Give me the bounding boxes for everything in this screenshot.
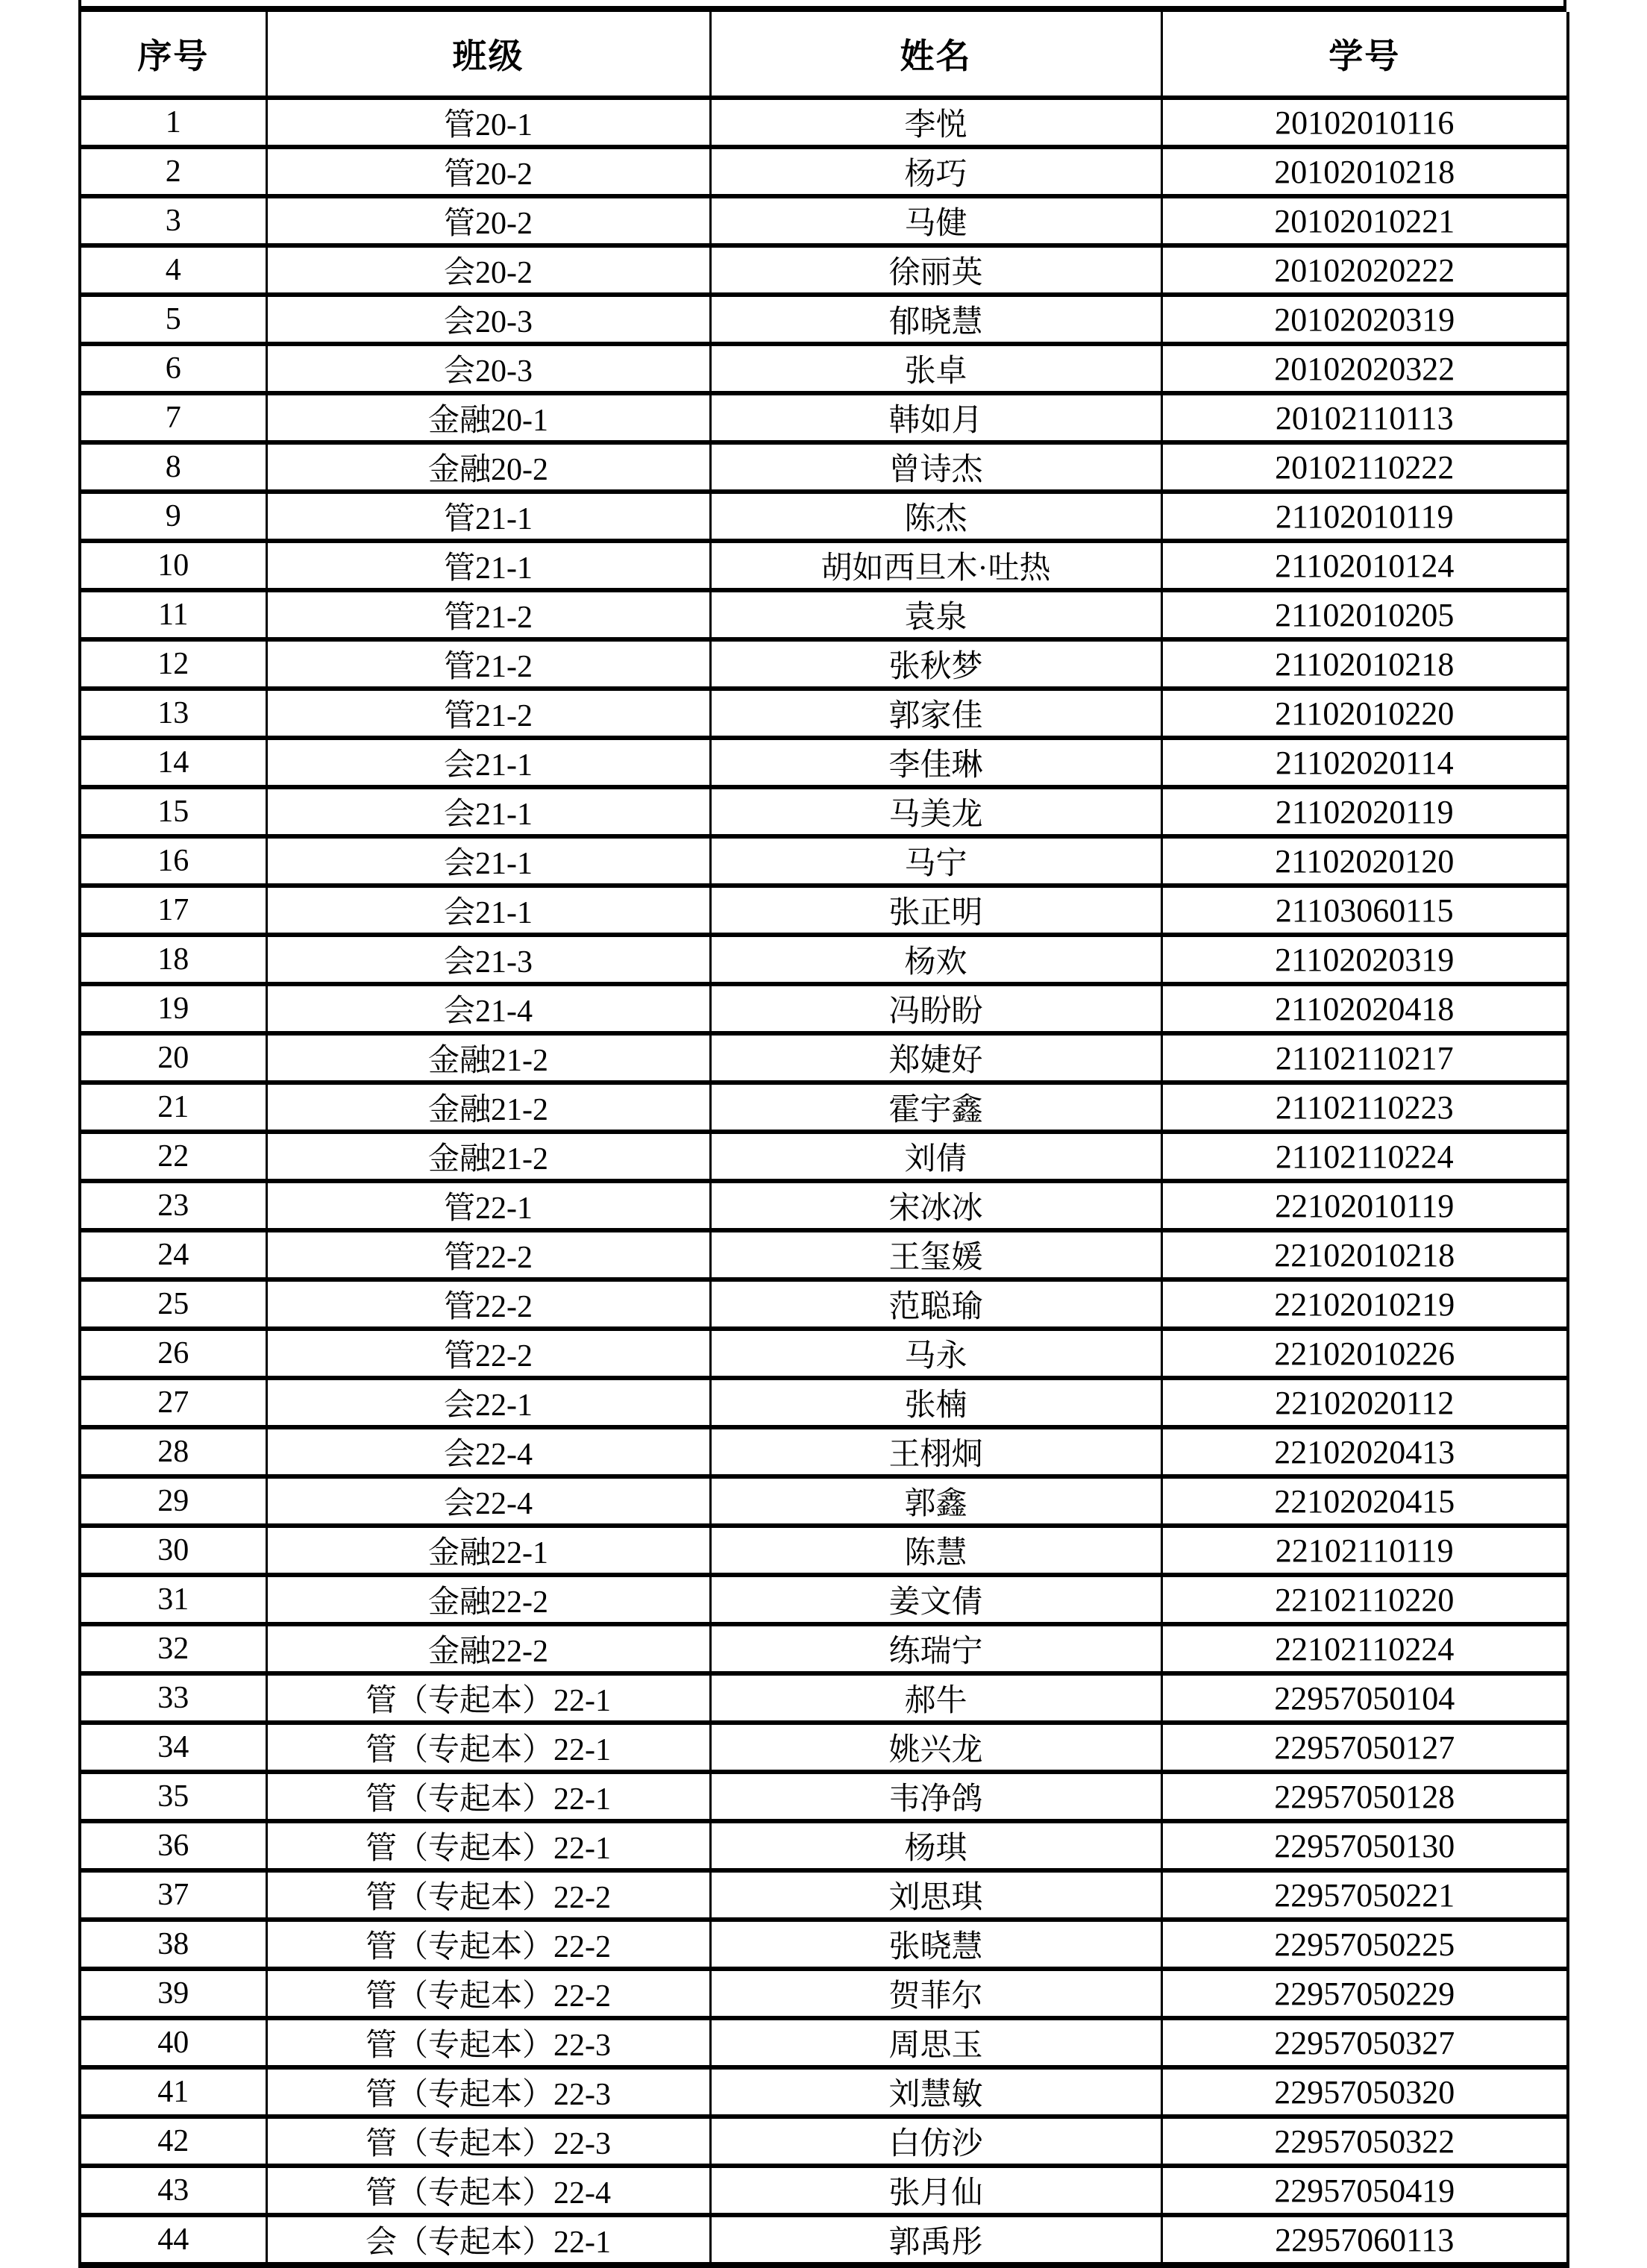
cell-index: 31 — [80, 1575, 266, 1624]
cell-student-id: 21102010220 — [1161, 689, 1568, 738]
cell-student-id: 22957050104 — [1161, 1673, 1568, 1723]
cell-class: 管20-2 — [266, 147, 710, 196]
cell-class: 管21-2 — [266, 590, 710, 639]
cell-name: 徐丽英 — [710, 245, 1161, 295]
cell-name: 练瑞宁 — [710, 1624, 1161, 1673]
table-row — [80, 98, 1568, 147]
table-row — [80, 1181, 1568, 1230]
cell-index: 26 — [80, 1329, 266, 1378]
cell-name: 王栩炯 — [710, 1427, 1161, 1476]
cell-name: 郭家佳 — [710, 689, 1161, 738]
cell-name: 张卓 — [710, 344, 1161, 393]
cell-name: 张秋梦 — [710, 639, 1161, 689]
cell-index: 12 — [80, 639, 266, 689]
cell-class: 管（专起本）22-1 — [266, 1723, 710, 1772]
cell-student-id: 22102020413 — [1161, 1427, 1568, 1476]
cell-class: 管（专起本）22-3 — [266, 2067, 710, 2117]
cell-index: 20 — [80, 1033, 266, 1083]
table-row — [80, 541, 1568, 590]
cell-index: 41 — [80, 2067, 266, 2117]
cell-class: 会20-2 — [266, 245, 710, 295]
cell-index: 8 — [80, 442, 266, 492]
cell-index: 28 — [80, 1427, 266, 1476]
cell-index: 40 — [80, 2018, 266, 2067]
cell-student-id: 21102020319 — [1161, 935, 1568, 984]
cell-class: 会21-4 — [266, 984, 710, 1033]
table-row — [80, 738, 1568, 787]
cell-name: 韩如月 — [710, 393, 1161, 442]
cell-name: 郝牛 — [710, 1673, 1161, 1723]
cell-student-id: 22957050320 — [1161, 2067, 1568, 2117]
table-header — [80, 12, 1568, 98]
header-row — [80, 12, 1568, 98]
cell-student-id: 22957050127 — [1161, 1723, 1568, 1772]
cell-class: 会20-3 — [266, 295, 710, 344]
cell-index: 34 — [80, 1723, 266, 1772]
cell-class: 金融22-1 — [266, 1526, 710, 1575]
col-header-class: 班级 — [266, 12, 710, 98]
cell-student-id: 21102020119 — [1161, 787, 1568, 836]
cell-index: 29 — [80, 1476, 266, 1526]
cell-class: 管22-2 — [266, 1279, 710, 1329]
table-body — [80, 98, 1568, 2265]
cell-index: 38 — [80, 1920, 266, 1969]
cell-student-id: 20102110113 — [1161, 393, 1568, 442]
cell-student-id: 22102020112 — [1161, 1378, 1568, 1427]
table-row — [80, 1279, 1568, 1329]
cell-name: 白仿沙 — [710, 2117, 1161, 2166]
table-row — [80, 295, 1568, 344]
cell-index: 43 — [80, 2166, 266, 2215]
cell-class: 会20-3 — [266, 344, 710, 393]
table-row — [80, 1969, 1568, 2018]
cell-name: 张月仙 — [710, 2166, 1161, 2215]
cell-name: 周思玉 — [710, 2018, 1161, 2067]
cell-name: 郁晓慧 — [710, 295, 1161, 344]
cell-student-id: 21102020418 — [1161, 984, 1568, 1033]
cell-name: 郭鑫 — [710, 1476, 1161, 1526]
cell-student-id: 22102010119 — [1161, 1181, 1568, 1230]
cell-student-id: 22957050221 — [1161, 1870, 1568, 1920]
cell-student-id: 20102110222 — [1161, 442, 1568, 492]
cell-student-id: 20102020322 — [1161, 344, 1568, 393]
cell-index: 24 — [80, 1230, 266, 1279]
cell-student-id: 21102010119 — [1161, 492, 1568, 541]
cell-name: 陈慧 — [710, 1526, 1161, 1575]
cell-index: 1 — [80, 98, 266, 147]
cell-student-id: 22102010226 — [1161, 1329, 1568, 1378]
cell-index: 44 — [80, 2215, 266, 2265]
cell-class: 会22-4 — [266, 1476, 710, 1526]
cell-index: 10 — [80, 541, 266, 590]
table-row — [80, 2018, 1568, 2067]
cell-student-id: 21102110223 — [1161, 1083, 1568, 1132]
cell-student-id: 22102110224 — [1161, 1624, 1568, 1673]
table-row — [80, 1870, 1568, 1920]
cell-class: 金融21-2 — [266, 1132, 710, 1181]
cell-index: 42 — [80, 2117, 266, 2166]
cell-index: 33 — [80, 1673, 266, 1723]
table-row — [80, 639, 1568, 689]
cell-index: 14 — [80, 738, 266, 787]
cell-index: 19 — [80, 984, 266, 1033]
cell-class: 管22-2 — [266, 1329, 710, 1378]
cell-student-id: 22957050130 — [1161, 1821, 1568, 1870]
cell-index: 27 — [80, 1378, 266, 1427]
cell-index: 6 — [80, 344, 266, 393]
cell-student-id: 22957060113 — [1161, 2215, 1568, 2265]
cell-class: 管（专起本）22-2 — [266, 1920, 710, 1969]
table-row — [80, 1427, 1568, 1476]
cell-student-id: 22957050322 — [1161, 2117, 1568, 2166]
cell-class: 会21-1 — [266, 836, 710, 886]
cell-student-id: 21102010205 — [1161, 590, 1568, 639]
cell-name: 郭禹彤 — [710, 2215, 1161, 2265]
cell-student-id: 22957050327 — [1161, 2018, 1568, 2067]
cell-class: 管20-2 — [266, 196, 710, 245]
cell-class: 金融21-2 — [266, 1033, 710, 1083]
cell-class: 管21-2 — [266, 639, 710, 689]
cell-index: 37 — [80, 1870, 266, 1920]
table-row — [80, 1083, 1568, 1132]
cell-student-id: 22102110119 — [1161, 1526, 1568, 1575]
cell-index: 3 — [80, 196, 266, 245]
table-row — [80, 2166, 1568, 2215]
cell-name: 霍宇鑫 — [710, 1083, 1161, 1132]
cell-name: 杨欢 — [710, 935, 1161, 984]
cell-index: 17 — [80, 886, 266, 935]
cell-class: 管（专起本）22-1 — [266, 1673, 710, 1723]
cell-index: 16 — [80, 836, 266, 886]
table-row — [80, 1673, 1568, 1723]
cell-name: 胡如西旦木·吐热 — [710, 541, 1161, 590]
cell-name: 姜文倩 — [710, 1575, 1161, 1624]
cell-student-id: 22102110220 — [1161, 1575, 1568, 1624]
table-row — [80, 1378, 1568, 1427]
student-roster-table — [78, 12, 1569, 2268]
cell-index: 7 — [80, 393, 266, 442]
cell-class: 会22-1 — [266, 1378, 710, 1427]
table-row — [80, 1920, 1568, 1969]
table-row — [80, 1624, 1568, 1673]
cell-class: 管22-2 — [266, 1230, 710, 1279]
cell-name: 宋冰冰 — [710, 1181, 1161, 1230]
cell-index: 11 — [80, 590, 266, 639]
cell-index: 36 — [80, 1821, 266, 1870]
cell-student-id: 22957050128 — [1161, 1772, 1568, 1821]
cell-student-id: 20102010116 — [1161, 98, 1568, 147]
table-row — [80, 1033, 1568, 1083]
table-row — [80, 245, 1568, 295]
cell-student-id: 21102020120 — [1161, 836, 1568, 886]
partial-row-top — [78, 0, 1566, 12]
cell-index: 5 — [80, 295, 266, 344]
cell-index: 35 — [80, 1772, 266, 1821]
cell-class: 管（专起本）22-4 — [266, 2166, 710, 2215]
table-row — [80, 2215, 1568, 2265]
cell-class: 管（专起本）22-2 — [266, 1870, 710, 1920]
cell-student-id: 22957050225 — [1161, 1920, 1568, 1969]
cell-name: 张楠 — [710, 1378, 1161, 1427]
cell-student-id: 20102020319 — [1161, 295, 1568, 344]
col-header-name: 姓名 — [710, 12, 1161, 98]
cell-name: 马宁 — [710, 836, 1161, 886]
table-row — [80, 590, 1568, 639]
cell-class: 金融20-2 — [266, 442, 710, 492]
cell-index: 9 — [80, 492, 266, 541]
cell-name: 冯盼盼 — [710, 984, 1161, 1033]
cell-class: 会21-3 — [266, 935, 710, 984]
cell-class: 会21-1 — [266, 738, 710, 787]
table-row — [80, 2067, 1568, 2117]
cell-name: 陈杰 — [710, 492, 1161, 541]
cell-name: 张晓慧 — [710, 1920, 1161, 1969]
cell-index: 25 — [80, 1279, 266, 1329]
cell-student-id: 21102010218 — [1161, 639, 1568, 689]
cell-student-id: 20102020222 — [1161, 245, 1568, 295]
cell-name: 王玺媛 — [710, 1230, 1161, 1279]
cell-index: 32 — [80, 1624, 266, 1673]
cell-student-id: 22102010218 — [1161, 1230, 1568, 1279]
cell-class: 管（专起本）22-1 — [266, 1821, 710, 1870]
table-row — [80, 1723, 1568, 1772]
cell-index: 39 — [80, 1969, 266, 2018]
cell-class: 会21-1 — [266, 886, 710, 935]
cell-class: 金融20-1 — [266, 393, 710, 442]
cell-name: 刘慧敏 — [710, 2067, 1161, 2117]
cell-class: 金融22-2 — [266, 1624, 710, 1673]
cell-student-id: 21102110224 — [1161, 1132, 1568, 1181]
cell-class: 管22-1 — [266, 1181, 710, 1230]
cell-student-id: 21103060115 — [1161, 886, 1568, 935]
cell-index: 30 — [80, 1526, 266, 1575]
table-row — [80, 1132, 1568, 1181]
col-header-student-id: 学号 — [1161, 12, 1568, 98]
cell-class: 管（专起本）22-3 — [266, 2117, 710, 2166]
cell-name: 马健 — [710, 196, 1161, 245]
cell-name: 马永 — [710, 1329, 1161, 1378]
cell-student-id: 21102110217 — [1161, 1033, 1568, 1083]
cell-student-id: 22102020415 — [1161, 1476, 1568, 1526]
cell-student-id: 22957050419 — [1161, 2166, 1568, 2215]
table-row — [80, 393, 1568, 442]
cell-index: 13 — [80, 689, 266, 738]
cell-name: 郑婕好 — [710, 1033, 1161, 1083]
cell-name: 刘思琪 — [710, 1870, 1161, 1920]
table-row — [80, 492, 1568, 541]
cell-index: 21 — [80, 1083, 266, 1132]
table-row — [80, 935, 1568, 984]
cell-class: 管（专起本）22-2 — [266, 1969, 710, 2018]
table-row — [80, 442, 1568, 492]
cell-index: 2 — [80, 147, 266, 196]
cell-name: 曾诗杰 — [710, 442, 1161, 492]
cell-student-id: 22102010219 — [1161, 1279, 1568, 1329]
cell-name: 袁泉 — [710, 590, 1161, 639]
cell-index: 4 — [80, 245, 266, 295]
cell-index: 15 — [80, 787, 266, 836]
cell-index: 18 — [80, 935, 266, 984]
table-row — [80, 1772, 1568, 1821]
cell-name: 杨巧 — [710, 147, 1161, 196]
cell-name: 韦净鸽 — [710, 1772, 1161, 1821]
cell-class: 管（专起本）22-1 — [266, 1772, 710, 1821]
table-row — [80, 1526, 1568, 1575]
cell-name: 杨琪 — [710, 1821, 1161, 1870]
cell-class: 会（专起本）22-1 — [266, 2215, 710, 2265]
cell-name: 范聪瑜 — [710, 1279, 1161, 1329]
cell-name: 张正明 — [710, 886, 1161, 935]
table-row — [80, 1476, 1568, 1526]
cell-name: 马美龙 — [710, 787, 1161, 836]
cell-name: 姚兴龙 — [710, 1723, 1161, 1772]
table-row — [80, 147, 1568, 196]
table-row — [80, 1230, 1568, 1279]
cell-student-id: 21102010124 — [1161, 541, 1568, 590]
table-row — [80, 1575, 1568, 1624]
cell-class: 会22-4 — [266, 1427, 710, 1476]
table-row — [80, 2117, 1568, 2166]
cell-student-id: 20102010218 — [1161, 147, 1568, 196]
table-row — [80, 1821, 1568, 1870]
cell-class: 金融21-2 — [266, 1083, 710, 1132]
cell-name: 李佳琳 — [710, 738, 1161, 787]
cell-index: 23 — [80, 1181, 266, 1230]
col-header-index: 序号 — [80, 12, 266, 98]
cell-name: 李悦 — [710, 98, 1161, 147]
table-row — [80, 344, 1568, 393]
cell-student-id: 20102010221 — [1161, 196, 1568, 245]
cell-name: 刘倩 — [710, 1132, 1161, 1181]
cell-class: 管21-2 — [266, 689, 710, 738]
cell-class: 会21-1 — [266, 787, 710, 836]
table-row — [80, 1329, 1568, 1378]
table-row — [80, 196, 1568, 245]
table-row — [80, 836, 1568, 886]
cell-class: 管21-1 — [266, 541, 710, 590]
table-row — [80, 886, 1568, 935]
cell-index: 22 — [80, 1132, 266, 1181]
cell-class: 管（专起本）22-3 — [266, 2018, 710, 2067]
table-row — [80, 984, 1568, 1033]
table-row — [80, 787, 1568, 836]
cell-student-id: 22957050229 — [1161, 1969, 1568, 2018]
cell-class: 金融22-2 — [266, 1575, 710, 1624]
cell-student-id: 21102020114 — [1161, 738, 1568, 787]
cell-class: 管21-1 — [266, 492, 710, 541]
cell-name: 贺菲尔 — [710, 1969, 1161, 2018]
table-row — [80, 689, 1568, 738]
cell-class: 管20-1 — [266, 98, 710, 147]
